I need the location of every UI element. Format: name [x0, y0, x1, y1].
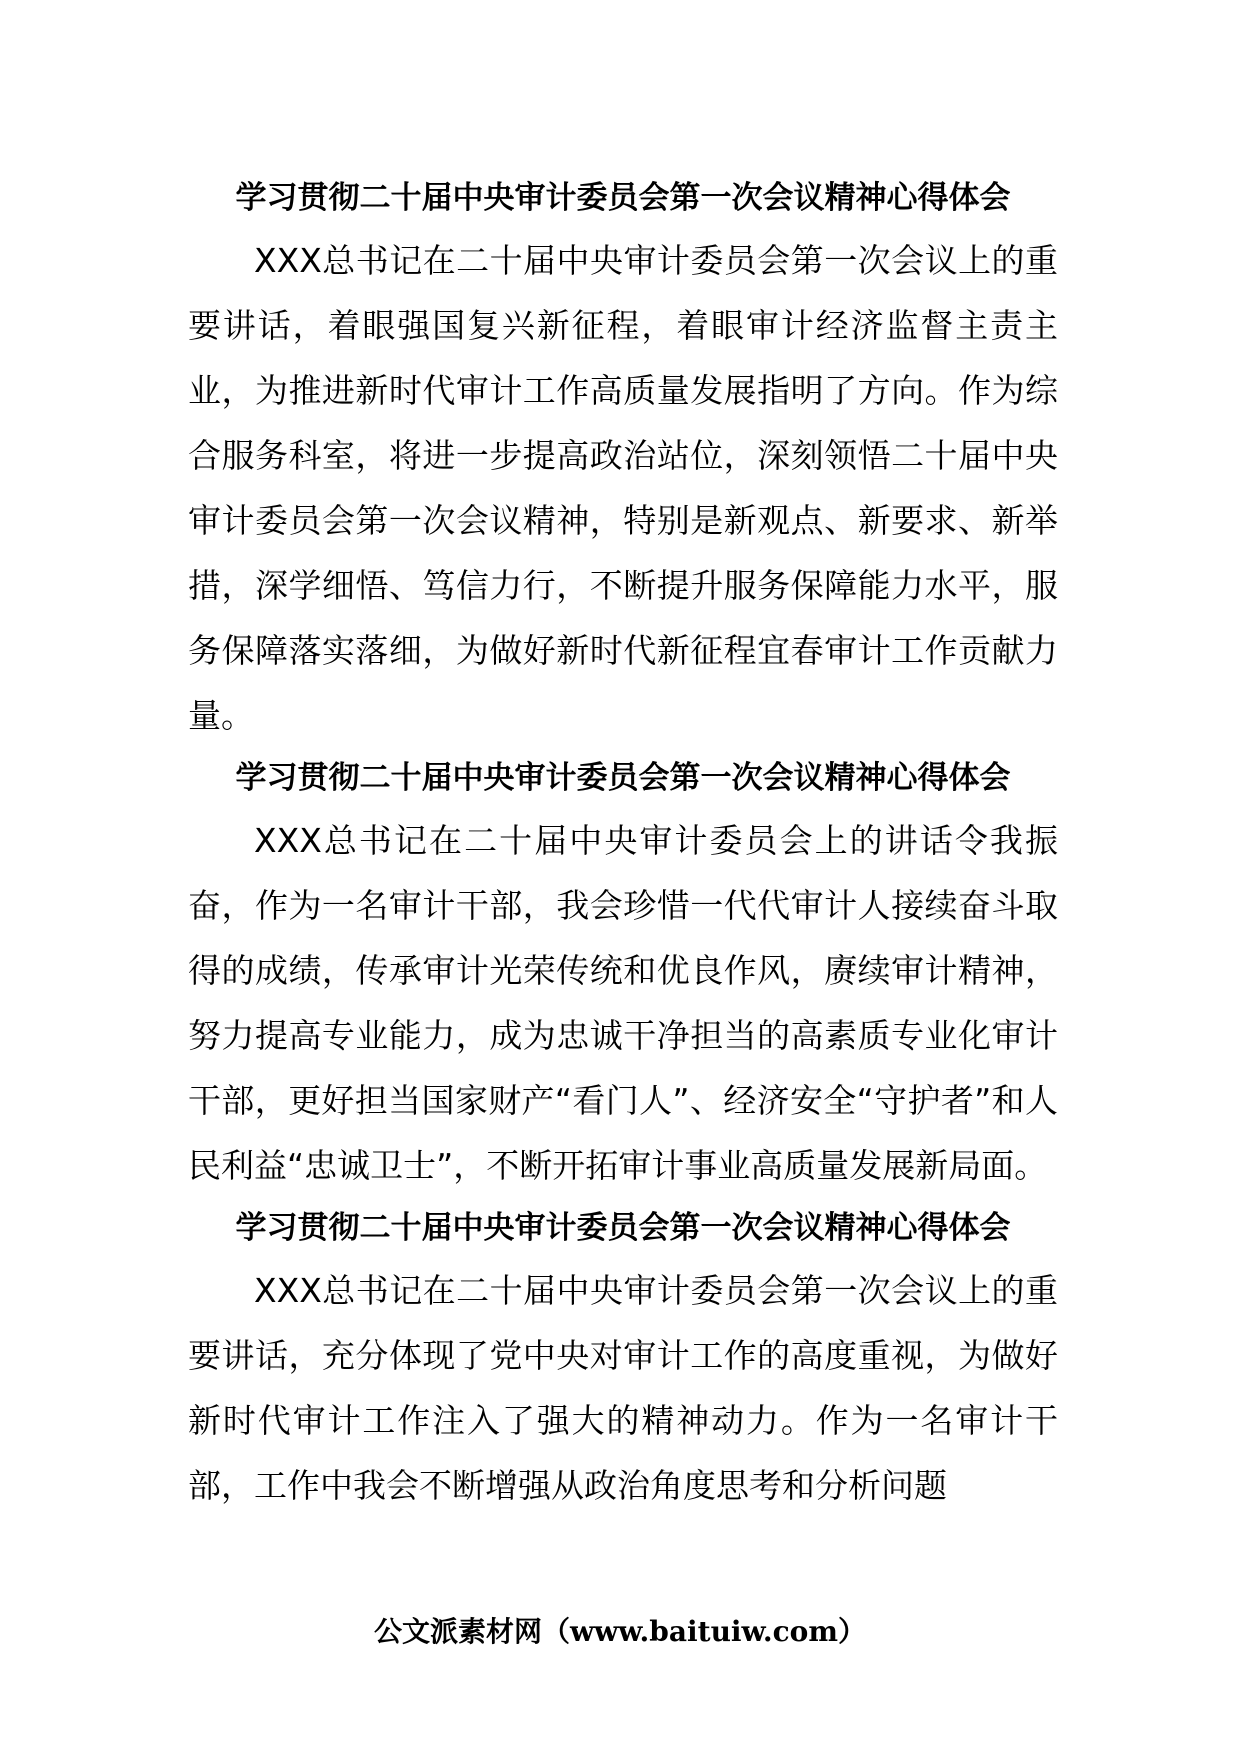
section-body: XXX总书记在二十届中央审计委员会第一次会议上的重要讲话，充分体现了党中央对审计工作的高度重视，为做好新时代审计工作注入了强大的精神动力。作为一名审计干部，工作中我会不断增强从政治角度思考和分析问题 [188, 1271, 1058, 1505]
section-1 [188, 168, 1058, 748]
document-content [188, 168, 1058, 1518]
section-body: XXX总书记在二十届中央审计委员会第一次会议上的重要讲话，着眼强国复兴新征程，着眼审计经济监督主责主业，为推进新时代审计工作高质量发展指明了方向。作为综合服务科室，将进一步提高政治站位，深刻领悟二十届中央审计委员会第一次会议精神，特别是新观点、新要求、新举措，深学细悟、笃信力行，不断提升服务保障能力水平，服务保障落实落细，为做好新时代新征程宜春审计工作贡献力量。 [188, 241, 1058, 735]
section-title: 学习贯彻二十届中央审计委员会第一次会议精神心得体会 [235, 760, 1011, 796]
section-title: 学习贯彻二十届中央审计委员会第一次会议精神心得体会 [235, 1210, 1011, 1246]
section-3 [188, 1198, 1058, 1518]
section-2 [188, 748, 1058, 1198]
footer-watermark: 公文派素材网（www.baituiw.com） [374, 1615, 866, 1648]
section-title: 学习贯彻二十届中央审计委员会第一次会议精神心得体会 [235, 180, 1011, 216]
section-body: XXX总书记在二十届中央审计委员会上的讲话令我振奋，作为一名审计干部，我会珍惜一代代审计人接续奋斗取得的成绩，传承审计光荣传统和优良作风，赓续审计精神，努力提高专业能力，成为忠诚干净担当的高素质专业化审计干部，更好担当国家财产“看门人”、经济安全“守护者”和人民利益“忠诚卫士”，不断开拓审计事业高质量发展新局面。 [188, 821, 1058, 1185]
